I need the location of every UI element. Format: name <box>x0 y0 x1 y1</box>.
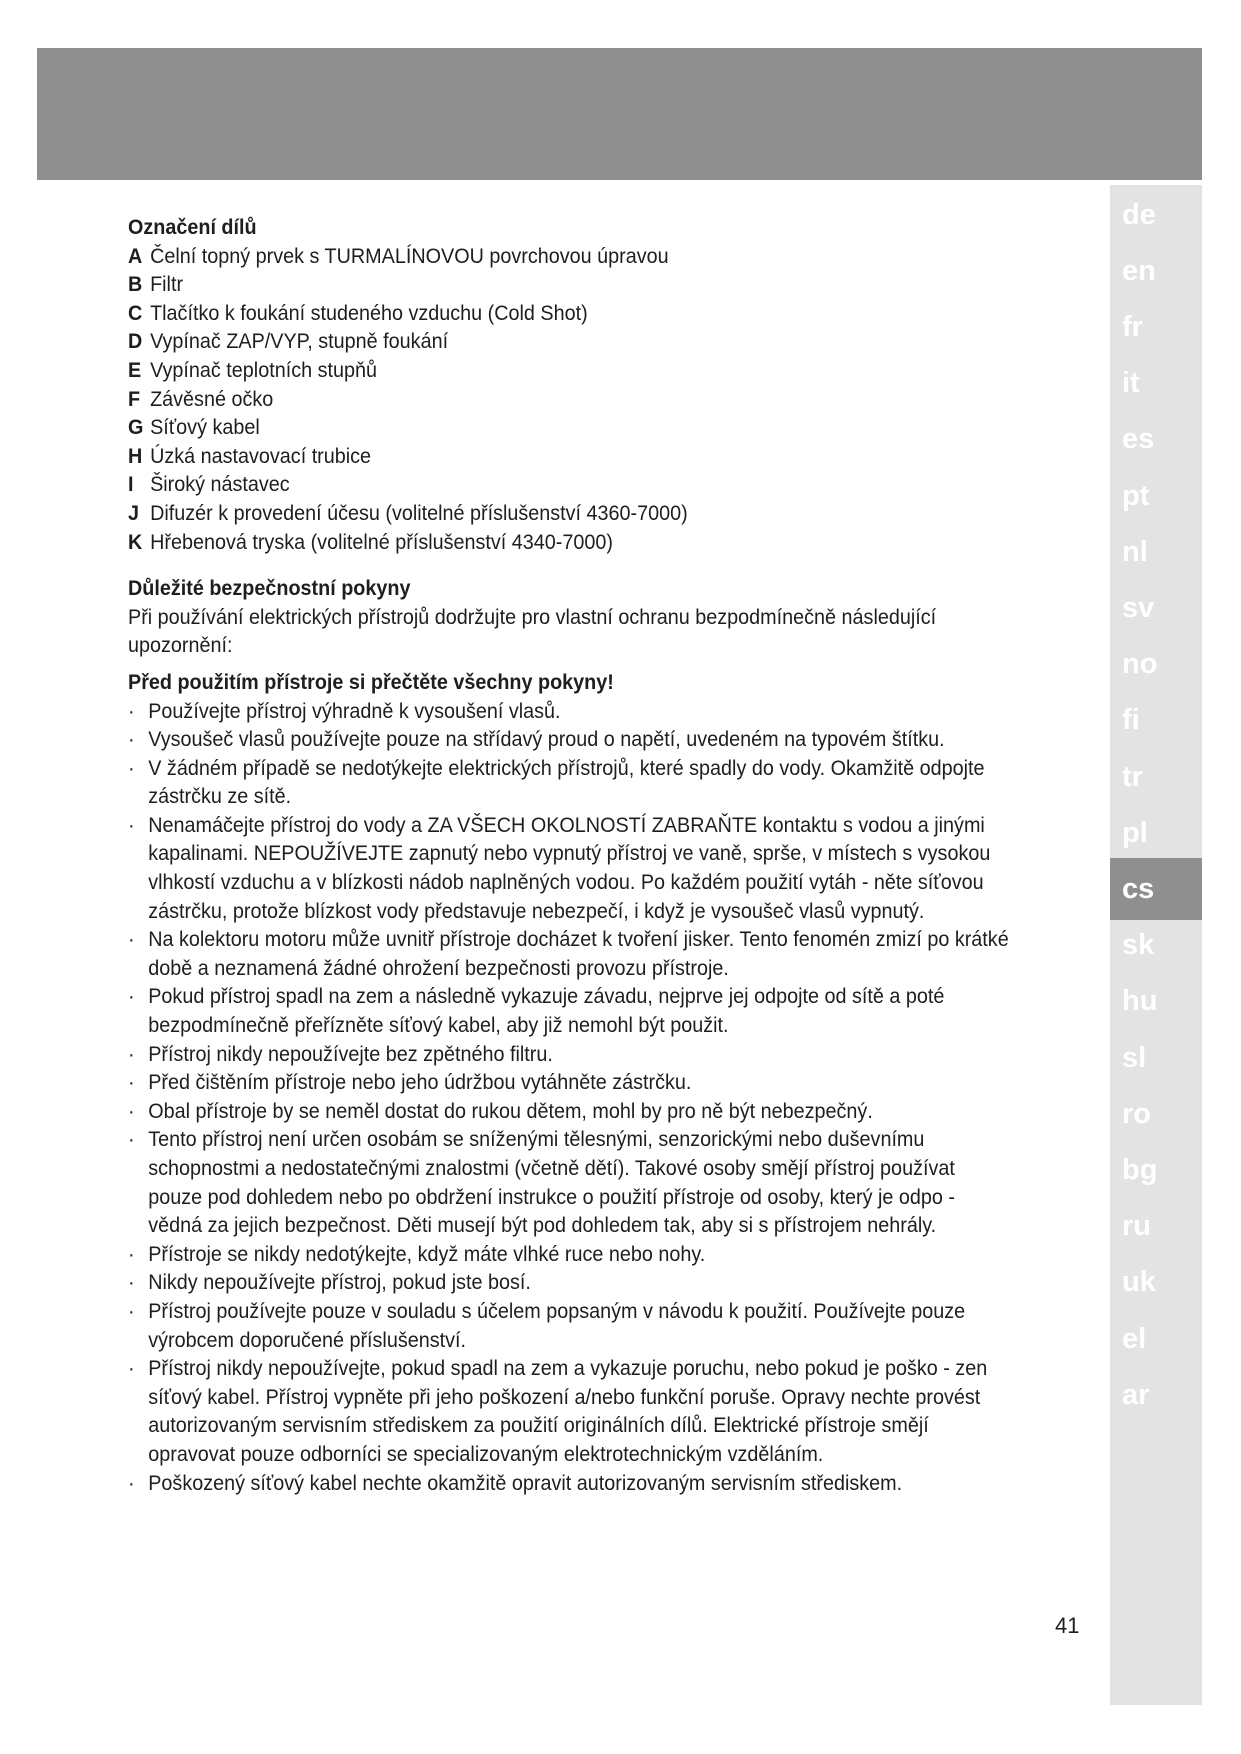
safety-bullet <box>128 725 1011 754</box>
safety-bullet-text: Na kolektoru motoru může uvnitř přístroje docházet k tvoření jisker. Tento fenomén zmizí po krátké době a neznamená žádné ohrožení bezpečnosti provozu přístroje. <box>148 927 1009 980</box>
language-tab-sl[interactable]: sl <box>1122 1041 1147 1074</box>
part-letter: K <box>128 529 143 554</box>
safety-bullet-text: Tento přístroj není určen osobám se sníženými tělesnými, senzorickými nebo duševnímu schopnostmi a nedostatečnými znalostmi (včetně dětí). Takové osoby smějí přístroj používat pouze pod dohledem nebo po obdržení instrukce o použití přístroje od osoby, který je odpo - vědná za jejich bezpečnost. Děti musejí být pod dohledem tak, aby si s přístrojem nehrály. <box>148 1127 955 1238</box>
language-tab-ro[interactable]: ro <box>1122 1097 1151 1130</box>
language-tab-ar[interactable]: ar <box>1122 1378 1150 1411</box>
safety-bullet <box>128 754 1011 811</box>
parts-list <box>128 242 1011 557</box>
parts-heading: Označení dílů <box>128 215 257 239</box>
safety-bullet-text: Nikdy nepoužívejte přístroj, pokud jste bosí. <box>148 1270 531 1295</box>
part-item <box>128 327 1011 356</box>
safety-intro: Při používání elektrických přístrojů dodržujte pro vlastní ochranu bezpodmínečně následující upozornění: <box>128 604 937 658</box>
part-description: Filtr <box>150 272 184 297</box>
part-letter: F <box>128 386 141 411</box>
language-tab-cs[interactable]: cs <box>1110 858 1202 920</box>
part-item <box>128 242 1011 271</box>
language-tab-ru[interactable]: ru <box>1122 1210 1151 1243</box>
part-item <box>128 385 1011 414</box>
part-item <box>128 499 1011 528</box>
language-tab-es[interactable]: es <box>1122 423 1155 456</box>
part-description: Síťový kabel <box>150 415 260 440</box>
manual-content <box>128 213 1011 1497</box>
part-letter: A <box>128 243 143 268</box>
safety-bullet-text: Před čištěním přístroje nebo jeho údržbou vytáhněte zástrčku. <box>148 1070 692 1095</box>
safety-bullet <box>128 1240 1011 1269</box>
safety-bullet-text: Vysoušeč vlasů používejte pouze na střídavý proud o napětí, uvedeném na typovém štítku. <box>148 727 945 752</box>
bullet-marker: · <box>128 1470 135 1495</box>
bullet-marker: · <box>128 1041 135 1066</box>
bullet-marker: · <box>128 812 135 837</box>
part-letter: C <box>128 300 143 325</box>
bullet-marker: · <box>128 1098 135 1123</box>
page-number: 41 <box>1055 1613 1080 1638</box>
language-tab-pt[interactable]: pt <box>1122 479 1150 512</box>
part-letter: H <box>128 443 143 468</box>
part-description: Úzká nastavovací trubice <box>150 443 372 468</box>
part-letter: E <box>128 357 142 382</box>
safety-bullet-text: V žádném případě se nedotýkejte elektrických přístrojů, které spadly do vody. Okamžitě odpojte zástrčku ze sítě. <box>148 755 985 809</box>
safety-bullet-text: Nenamáčejte přístroj do vody a ZA VŠECH OKOLNOSTÍ ZABRAŇTE kontaktu s vodou a jinými kapalinami. NEPOUŽÍVEJTE zapnutý nebo vypnutý přístroj ve vaně, sprše, v místech s vysokou vlhkostí vzduchu a v blízkosti nádob naplněných vodou. Po každém použití vytáh - něte síťovou zástrčku, protože blízkost vody představuje nebezpečí, i když je vysoušeč vlasů vypnutý. <box>148 812 991 923</box>
safety-bullet <box>128 811 1011 925</box>
part-item <box>128 442 1011 471</box>
part-description: Čelní topný prvek s TURMALÍNOVOU povrchovou úpravou <box>150 243 669 268</box>
part-description: Vypínač ZAP/VYP, stupně foukání <box>150 329 449 354</box>
part-description: Tlačítko k foukání studeného vzduchu (Cold Shot) <box>150 300 588 325</box>
safety-bullet-text: Přístroj nikdy nepoužívejte, pokud spadl na zem a vykazuje poruchu, nebo pokud je poško - zen síťový kabel. Přístroj vypněte při jeho poškození a/nebo funkční poruše. Opravy nechte provést autorizovaným servisním střediskem za použití originálních dílů. Elektrické přístroje smějí opravovat pouze odborníci se specializovaným elektrotechnickým vzděláním. <box>148 1356 988 1466</box>
language-tab-nl[interactable]: nl <box>1122 535 1148 568</box>
safety-bullet <box>128 1469 1011 1498</box>
language-tab-de[interactable]: de <box>1122 198 1156 231</box>
safety-bullet-text: Přístroje se nikdy nedotýkejte, když máte vlhké ruce nebo nohy. <box>148 1241 706 1266</box>
bullet-marker: · <box>128 1070 135 1095</box>
language-tab-fr[interactable]: fr <box>1122 310 1143 343</box>
bullet-marker: · <box>128 727 135 752</box>
language-tab-fi[interactable]: fi <box>1122 704 1140 737</box>
read-all-heading: Před použitím přístroje si přečtěte všechny pokyny! <box>128 669 614 694</box>
part-letter: D <box>128 329 143 354</box>
safety-bullet-text: Přístroj používejte pouze v souladu s účelem popsaným v návodu k použití. Používejte pouze výrobcem doporučené příslušenství. <box>148 1298 966 1352</box>
part-item <box>128 413 1011 442</box>
language-tab-sv[interactable]: sv <box>1122 591 1155 624</box>
part-letter: G <box>128 415 144 440</box>
part-description: Vypínač teplotních stupňů <box>150 357 377 382</box>
safety-bullet <box>128 697 1011 726</box>
part-item <box>128 528 1011 557</box>
language-tab-pl[interactable]: pl <box>1122 816 1148 849</box>
part-letter: I <box>128 472 134 497</box>
part-item <box>128 470 1011 499</box>
language-tab-tr[interactable]: tr <box>1122 760 1143 793</box>
safety-bullet-text: Používejte přístroj výhradně k vysoušení vlasů. <box>148 698 561 723</box>
language-tab-hu[interactable]: hu <box>1122 985 1158 1018</box>
safety-bullet <box>128 982 1011 1039</box>
language-tab-el[interactable]: el <box>1122 1322 1147 1355</box>
part-description: Difuzér k provedení účesu (volitelné příslušenství 4360-7000) <box>150 500 688 525</box>
part-description: Hřebenová tryska (volitelné příslušenství 4340-7000) <box>150 529 613 554</box>
bullet-marker: · <box>128 927 135 952</box>
safety-bullet <box>128 1125 1011 1239</box>
language-tab-bg[interactable]: bg <box>1122 1153 1158 1186</box>
part-letter: B <box>128 272 143 297</box>
bullet-marker: · <box>128 1127 135 1152</box>
safety-bullet <box>128 1097 1011 1126</box>
bullet-marker: · <box>128 984 135 1009</box>
safety-bullet-text: Poškozený síťový kabel nechte okamžitě opravit autorizovaným servisním střediskem. <box>148 1470 903 1495</box>
language-tab-en[interactable]: en <box>1122 254 1156 287</box>
safety-bullet <box>128 1068 1011 1097</box>
bullet-marker: · <box>128 1298 135 1323</box>
safety-bullet <box>128 1268 1011 1297</box>
part-letter: J <box>128 500 140 525</box>
safety-bullet <box>128 1297 1011 1354</box>
safety-bullet <box>128 925 1011 982</box>
safety-bullet <box>128 1040 1011 1069</box>
safety-bullet-text: Pokud přístroj spadl na zem a následně vykazuje závadu, nejprve jej odpojte od sítě a poté bezpodmínečně přeřízněte síťový kabel, aby již nemohl být použit. <box>148 984 945 1038</box>
bullet-marker: · <box>128 755 135 780</box>
safety-heading: Důležité bezpečnostní pokyny <box>128 576 411 601</box>
safety-bullet-list <box>128 697 1011 1498</box>
bullet-marker: · <box>128 1270 135 1295</box>
bullet-marker: · <box>128 1356 135 1381</box>
language-tab-bar <box>1110 185 1202 1705</box>
language-tab-it[interactable]: it <box>1122 367 1140 400</box>
safety-bullet-text: Přístroj nikdy nepoužívejte bez zpětného filtru. <box>148 1041 553 1066</box>
part-description: Závěsné očko <box>150 386 274 411</box>
safety-bullet-text: Obal přístroje by se neměl dostat do rukou dětem, mohl by pro ně být nebezpečný. <box>148 1098 873 1123</box>
safety-bullet <box>128 1354 1011 1468</box>
header-band <box>37 48 1202 180</box>
bullet-marker: · <box>128 1241 135 1266</box>
language-tab-sk[interactable]: sk <box>1122 929 1155 962</box>
language-tab-no[interactable]: no <box>1122 648 1158 681</box>
bullet-marker: · <box>128 698 135 723</box>
part-description: Široký nástavec <box>150 472 290 497</box>
part-item <box>128 356 1011 385</box>
language-tab-uk[interactable]: uk <box>1122 1266 1156 1299</box>
part-item <box>128 270 1011 299</box>
part-item <box>128 299 1011 328</box>
